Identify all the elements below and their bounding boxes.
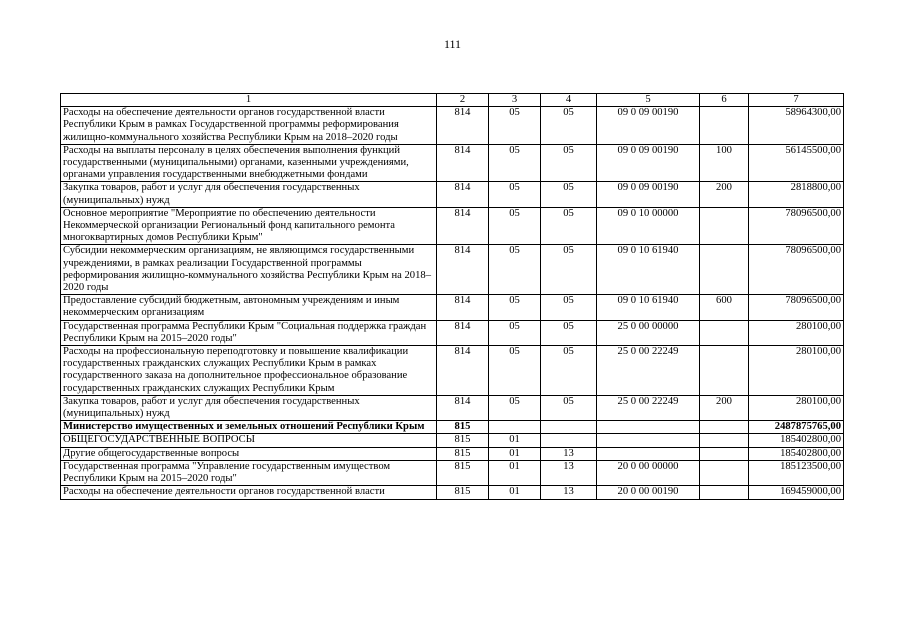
row-name-cell: Расходы на выплаты персоналу в целях обеспечения выполнения функций государственными (муниципальными) органами, казенными учреждениями, органами управления государственными внебюджетными фондами — [61, 144, 437, 182]
subsection-code-cell: 05 — [541, 245, 597, 295]
table-row — [61, 346, 844, 396]
target-article-cell: 09 0 10 61940 — [597, 295, 700, 320]
expense-type-cell: 600 — [700, 295, 749, 320]
table-row — [61, 245, 844, 295]
page-number: 111 — [443, 37, 462, 51]
column-header: 1 — [61, 94, 437, 107]
subsection-code-cell — [541, 421, 597, 434]
amount-cell: 58964300,00 — [749, 107, 844, 145]
table-row — [61, 421, 844, 434]
table-row — [61, 434, 844, 447]
target-article-cell: 09 0 09 00190 — [597, 182, 700, 207]
target-article-cell — [597, 447, 700, 460]
target-article-cell: 09 0 09 00190 — [597, 144, 700, 182]
section-code-cell: 05 — [489, 346, 541, 396]
expense-type-cell — [700, 486, 749, 499]
amount-cell: 78096500,00 — [749, 245, 844, 295]
subsection-code-cell: 13 — [541, 447, 597, 460]
ministry-code-cell: 814 — [437, 295, 489, 320]
section-code-cell: 05 — [489, 144, 541, 182]
row-name-cell: Закупка товаров, работ и услуг для обеспечения государственных (муниципальных) нужд — [61, 182, 437, 207]
amount-cell: 78096500,00 — [749, 207, 844, 245]
ministry-code-cell: 814 — [437, 182, 489, 207]
expense-type-cell — [700, 245, 749, 295]
amount-cell: 185402800,00 — [749, 434, 844, 447]
target-article-cell: 09 0 09 00190 — [597, 107, 700, 145]
table-row — [61, 395, 844, 420]
amount-cell: 280100,00 — [749, 346, 844, 396]
amount-cell: 2487875765,00 — [749, 421, 844, 434]
target-article-cell: 20 0 00 00190 — [597, 486, 700, 499]
ministry-code-cell: 815 — [437, 421, 489, 434]
ministry-code-cell: 814 — [437, 395, 489, 420]
column-number-row — [61, 94, 844, 107]
ministry-code-cell: 814 — [437, 245, 489, 295]
ministry-code-cell: 814 — [437, 107, 489, 145]
section-code-cell — [489, 421, 541, 434]
section-code-cell: 05 — [489, 207, 541, 245]
amount-cell: 56145500,00 — [749, 144, 844, 182]
table-row — [61, 182, 844, 207]
column-header: 3 — [489, 94, 541, 107]
ministry-code-cell: 815 — [437, 460, 489, 485]
subsection-code-cell: 05 — [541, 182, 597, 207]
target-article-cell: 20 0 00 00000 — [597, 460, 700, 485]
subsection-code-cell — [541, 434, 597, 447]
column-header: 2 — [437, 94, 489, 107]
subsection-code-cell: 05 — [541, 395, 597, 420]
row-name-cell: ОБЩЕГОСУДАРСТВЕННЫЕ ВОПРОСЫ — [61, 434, 437, 447]
expense-type-cell: 200 — [700, 182, 749, 207]
amount-cell: 185123500,00 — [749, 460, 844, 485]
subsection-code-cell: 05 — [541, 144, 597, 182]
amount-cell: 2818800,00 — [749, 182, 844, 207]
section-code-cell: 01 — [489, 460, 541, 485]
table-row — [61, 144, 844, 182]
row-name-cell: Расходы на профессиональную переподготовку и повышение квалификации государственных гражданских служащих Республики Крым в рамках государственного заказа на дополнительное профессиональное образование государственных гражданских служащих Республики Крым — [61, 346, 437, 396]
row-name-cell: Предоставление субсидий бюджетным, автономным учреждениям и иным некоммерческим организациям — [61, 295, 437, 320]
target-article-cell — [597, 421, 700, 434]
row-name-cell: Субсидии некоммерческим организациям, не являющимся государственными учреждениями, в рамках реализации Государственной программы реформирования жилищно-коммунального хозяйства Республики Крым на 2018–2020 годы — [61, 245, 437, 295]
target-article-cell: 25 0 00 22249 — [597, 395, 700, 420]
table-row — [61, 460, 844, 485]
row-name-cell: Государственная программа Республики Крым "Социальная поддержка граждан Республики Крым на 2015–2020 годы" — [61, 320, 437, 345]
subsection-code-cell: 05 — [541, 107, 597, 145]
row-name-cell: Государственная программа "Управление государственным имуществом Республики Крым на 2015–2020 годы" — [61, 460, 437, 485]
row-name-cell: Расходы на обеспечение деятельности органов государственной власти — [61, 486, 437, 499]
section-code-cell: 01 — [489, 447, 541, 460]
row-name-cell: Расходы на обеспечение деятельности органов государственной власти Республики Крым в рамках Государственной программы реформирования жилищно-коммунального хозяйства Республики Крым на 2018–2020 годы — [61, 107, 437, 145]
ministry-code-cell: 815 — [437, 434, 489, 447]
table-row — [61, 486, 844, 499]
table-row — [61, 207, 844, 245]
ministry-code-cell: 815 — [437, 447, 489, 460]
target-article-cell: 09 0 10 61940 — [597, 245, 700, 295]
target-article-cell: 09 0 10 00000 — [597, 207, 700, 245]
amount-cell: 280100,00 — [749, 395, 844, 420]
subsection-code-cell: 13 — [541, 460, 597, 485]
section-code-cell: 05 — [489, 395, 541, 420]
expense-type-cell — [700, 460, 749, 485]
target-article-cell: 25 0 00 00000 — [597, 320, 700, 345]
amount-cell: 169459000,00 — [749, 486, 844, 499]
table-row — [61, 107, 844, 145]
subsection-code-cell: 05 — [541, 207, 597, 245]
expense-type-cell — [700, 207, 749, 245]
subsection-code-cell: 13 — [541, 486, 597, 499]
expense-type-cell — [700, 421, 749, 434]
column-header: 5 — [597, 94, 700, 107]
target-article-cell — [597, 434, 700, 447]
ministry-code-cell: 814 — [437, 144, 489, 182]
ministry-code-cell: 814 — [437, 207, 489, 245]
row-name-cell: Закупка товаров, работ и услуг для обеспечения государственных (муниципальных) нужд — [61, 395, 437, 420]
expense-type-cell — [700, 434, 749, 447]
amount-cell: 280100,00 — [749, 320, 844, 345]
table-row — [61, 447, 844, 460]
ministry-code-cell: 814 — [437, 346, 489, 396]
expense-type-cell — [700, 447, 749, 460]
subsection-code-cell: 05 — [541, 295, 597, 320]
ministry-code-cell: 815 — [437, 486, 489, 499]
subsection-code-cell: 05 — [541, 320, 597, 345]
expense-type-cell: 200 — [700, 395, 749, 420]
subsection-code-cell: 05 — [541, 346, 597, 396]
amount-cell: 185402800,00 — [749, 447, 844, 460]
table-row — [61, 295, 844, 320]
row-name-cell: Другие общегосударственные вопросы — [61, 447, 437, 460]
section-code-cell: 05 — [489, 107, 541, 145]
column-header: 7 — [749, 94, 844, 107]
section-code-cell: 05 — [489, 245, 541, 295]
expense-type-cell — [700, 320, 749, 345]
column-header: 6 — [700, 94, 749, 107]
table-row — [61, 320, 844, 345]
budget-table — [60, 93, 844, 500]
expense-type-cell — [700, 107, 749, 145]
column-header: 4 — [541, 94, 597, 107]
section-code-cell: 05 — [489, 182, 541, 207]
section-code-cell: 01 — [489, 434, 541, 447]
row-name-cell: Основное мероприятие "Мероприятие по обеспечению деятельности Некоммерческой организации Региональный фонд капитального ремонта многоквартирных домов Республики Крым" — [61, 207, 437, 245]
expense-type-cell: 100 — [700, 144, 749, 182]
row-name-cell: Министерство имущественных и земельных отношений Республики Крым — [61, 421, 437, 434]
target-article-cell: 25 0 00 22249 — [597, 346, 700, 396]
section-code-cell: 05 — [489, 295, 541, 320]
section-code-cell: 01 — [489, 486, 541, 499]
ministry-code-cell: 814 — [437, 320, 489, 345]
section-code-cell: 05 — [489, 320, 541, 345]
amount-cell: 78096500,00 — [749, 295, 844, 320]
expense-type-cell — [700, 346, 749, 396]
